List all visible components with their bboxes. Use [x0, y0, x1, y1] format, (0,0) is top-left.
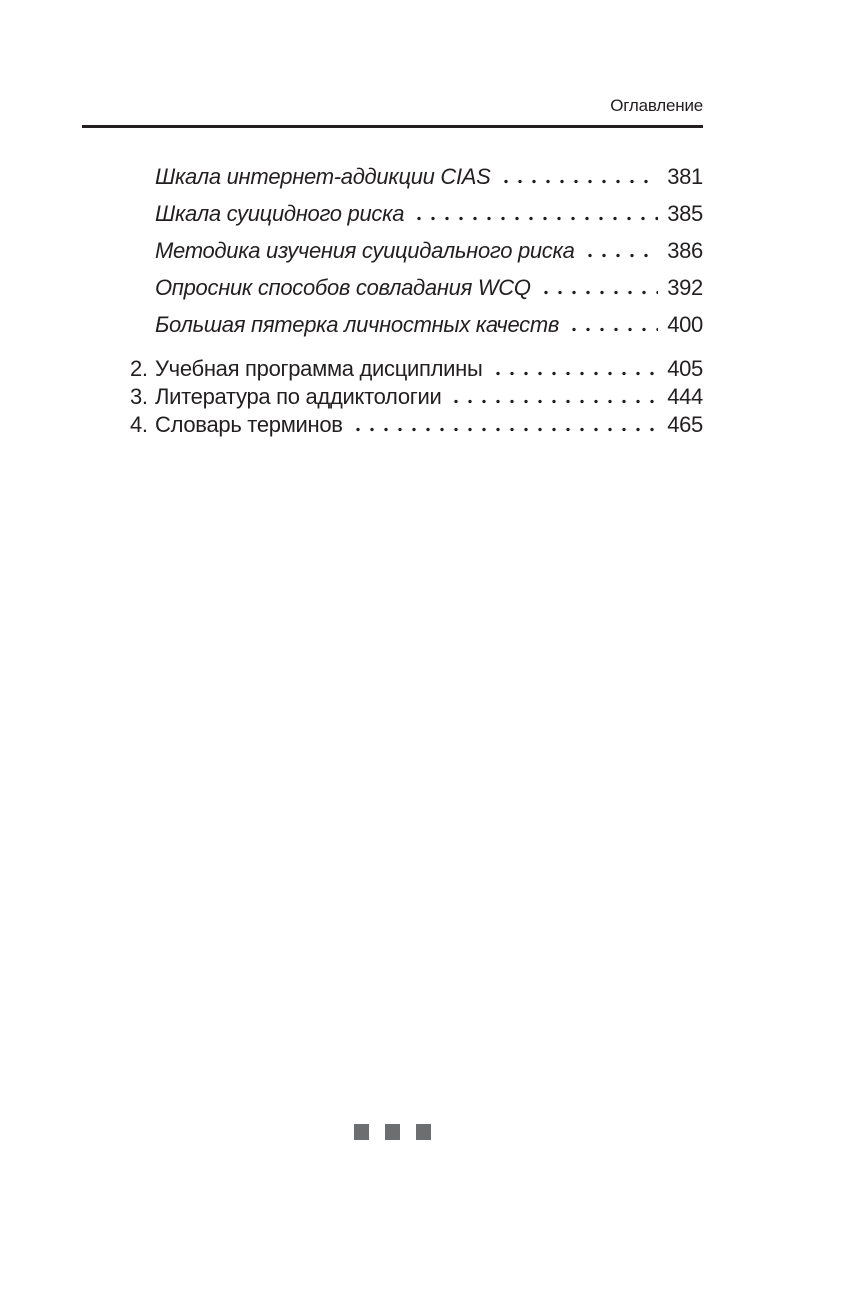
toc-entry [130, 411, 703, 439]
toc-entry-title: Учебная программа дисциплины [155, 356, 483, 381]
toc-entry-page-number: 381 [667, 164, 703, 189]
toc-main-entries [82, 355, 703, 439]
ornament-square-icon [416, 1124, 431, 1140]
toc-entry-page-number: 405 [667, 356, 703, 381]
toc-entry-title: Литература по аддиктологии [155, 384, 442, 409]
toc-entry-number: 3. [130, 384, 148, 409]
toc-entry-title: Методика изучения суицидального риска [155, 238, 575, 263]
dot-leader [351, 426, 658, 432]
toc-entry-page-number: 392 [667, 275, 703, 300]
toc-entry-title: Шкала суицидного риска [155, 201, 405, 226]
toc-entry-page-number: 444 [667, 384, 703, 409]
toc-entry-page-number: 386 [667, 238, 703, 263]
ornament-square-icon [385, 1124, 400, 1140]
toc-entry [155, 306, 703, 343]
toc-entry [130, 355, 703, 383]
toc-sub-entries [82, 158, 703, 343]
toc-entry [130, 383, 703, 411]
dot-leader [449, 398, 658, 404]
running-head-title: Оглавление [610, 96, 703, 115]
ornament-square-icon [354, 1124, 369, 1140]
dot-leader [583, 252, 658, 258]
dot-leader [539, 289, 658, 295]
toc-entry [155, 158, 703, 195]
toc-entry [155, 195, 703, 232]
dot-leader [567, 326, 658, 332]
toc-entry-page-number: 385 [667, 201, 703, 226]
toc-entry-page-number: 465 [667, 412, 703, 437]
toc-entry-title: Словарь терминов [155, 412, 343, 437]
dot-leader [412, 215, 658, 221]
header-rule [82, 125, 703, 128]
toc-entry [155, 269, 703, 306]
dot-leader [499, 178, 658, 184]
toc-entry-title: Шкала интернет-аддикции CIAS [155, 164, 491, 189]
toc-entry [155, 232, 703, 269]
dot-leader [491, 370, 658, 376]
toc-entry-number: 2. [130, 356, 148, 381]
footer-ornament [82, 1124, 703, 1140]
toc-entry-title: Большая пятерка личностных качеств [155, 312, 560, 337]
toc-entry-page-number: 400 [667, 312, 703, 337]
toc-entry-title: Опросник способов совладания WCQ [155, 275, 531, 300]
toc-entry-number: 4. [130, 412, 148, 437]
page-content [82, 96, 703, 439]
